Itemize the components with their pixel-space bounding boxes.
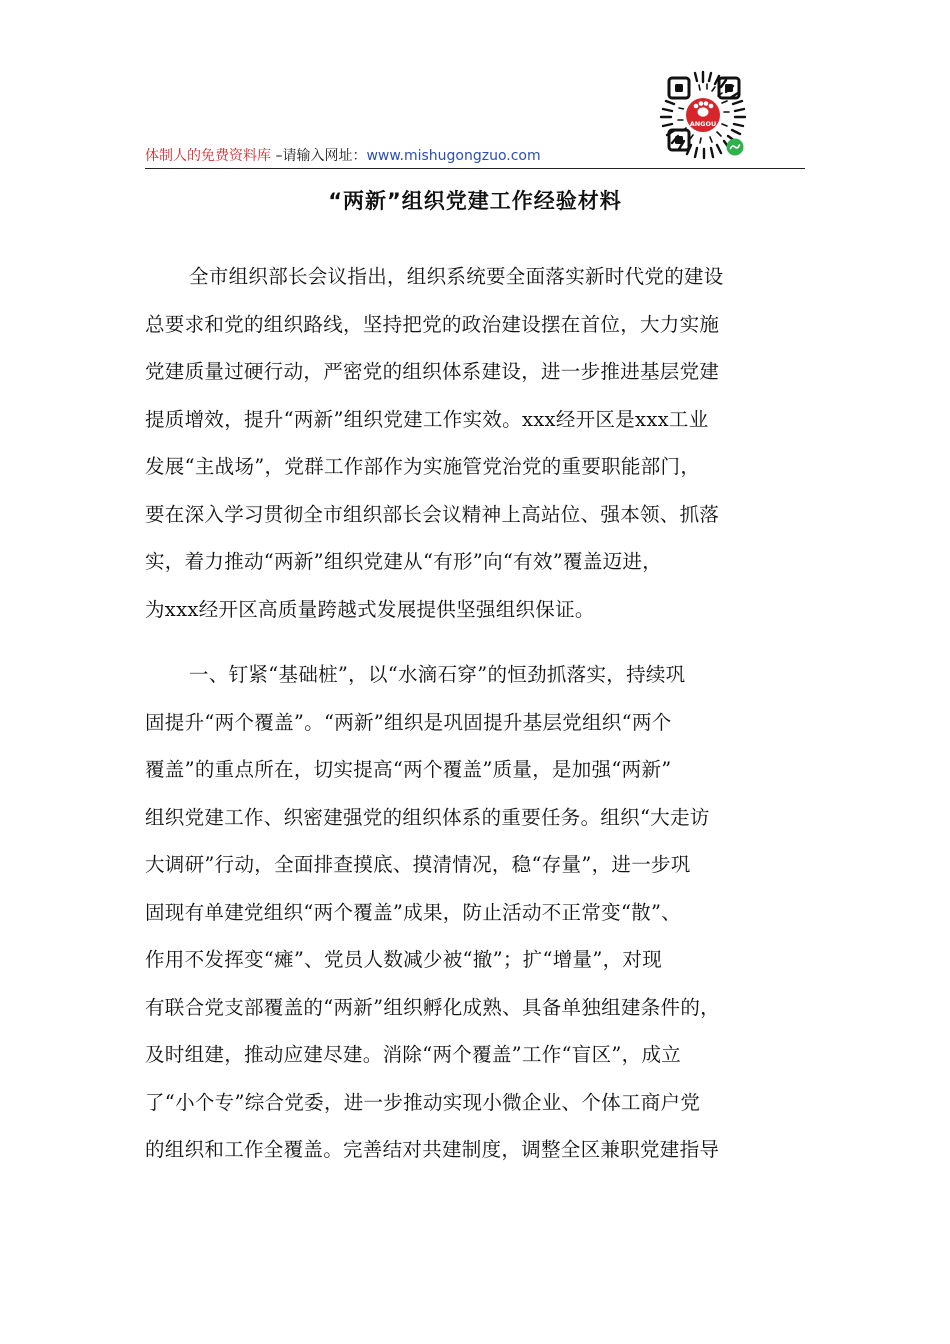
- text-line: 大调研”行动，全面排查摸底、摸清情况，稳“存量”，进一步巩: [145, 853, 691, 876]
- paragraph-intro: [145, 253, 805, 633]
- text-line: 作用不发挥变“瘫”、党员人数减少被“撤”；扩“增量”，对现: [145, 948, 663, 971]
- text-line: 覆盖”的重点所在，切实提高“两个覆盖”质量，是加强“两新”: [145, 758, 672, 781]
- document-title: “两新”组织党建工作经验材料: [328, 189, 622, 213]
- header-brand: 体制人的免费资料库: [145, 148, 271, 164]
- angou-logo: [683, 95, 723, 135]
- text-line: 全市组织部长会议指出，组织系统要全面落实新时代党的建设: [189, 265, 724, 288]
- text-line: 有联合党支部覆盖的“两新”组织孵化成熟、具备单独组建条件的，: [145, 995, 720, 1019]
- text-line: 固提升“两个覆盖”。“两新”组织是巩固提升基层党组织“两个: [145, 710, 672, 734]
- text-line: 发展“主战场”，党群工作部作为实施管党治党的重要职能部门，: [145, 455, 701, 478]
- header-prompt: –请输入网址：: [271, 148, 367, 164]
- text-line: 要在深入学习贯彻全市组织部长会议精神上高站位、强本领、抓落: [145, 502, 720, 526]
- text-line: 提质增效，提升“两新”组织党建工作实效。xxx经开区是xxx工业: [145, 407, 709, 431]
- logo-text: ANGOU: [689, 120, 717, 128]
- text-line: 实，着力推动“两新”组织党建从“有形”向“有效”覆盖迈进，: [145, 550, 663, 573]
- paragraph-section-one: [145, 651, 805, 1174]
- text-line: 总要求和党的组织路线，坚持把党的政治建设摆在首位，大力实施: [145, 312, 720, 336]
- header-divider: [145, 168, 805, 169]
- qr-finder-top-left: [669, 78, 689, 98]
- text-line: 组织党建工作、织密建强党的组织体系的重要任务。组织“大走访: [145, 805, 710, 829]
- text-line: 为xxx经开区高质量跨越式发展提供坚强组织保证。: [145, 597, 595, 621]
- text-line: 党建质量过硬行动，严密党的组织体系建设，进一步推进基层党建: [145, 360, 720, 383]
- text-line: 固现有单建党组织“两个覆盖”成果，防止活动不正常变“散”、: [145, 900, 682, 924]
- header-url-link[interactable]: www.mishugongzuo.com: [366, 148, 541, 164]
- text-line: 一、钉紧“基础桩”，以“水滴石穿”的恒劲抓落实，持续巩: [189, 663, 686, 686]
- text-line: 的组织和工作全覆盖。完善结对共建制度，调整全区兼职党建指导: [145, 1138, 720, 1161]
- site-header-banner: [145, 146, 805, 166]
- text-line: 及时组建，推动应建尽建。消除“两个覆盖”工作“盲区”，成立: [145, 1043, 682, 1066]
- text-line: 了“小个专”综合党委，进一步推动实现小微企业、个体工商户党: [145, 1090, 701, 1114]
